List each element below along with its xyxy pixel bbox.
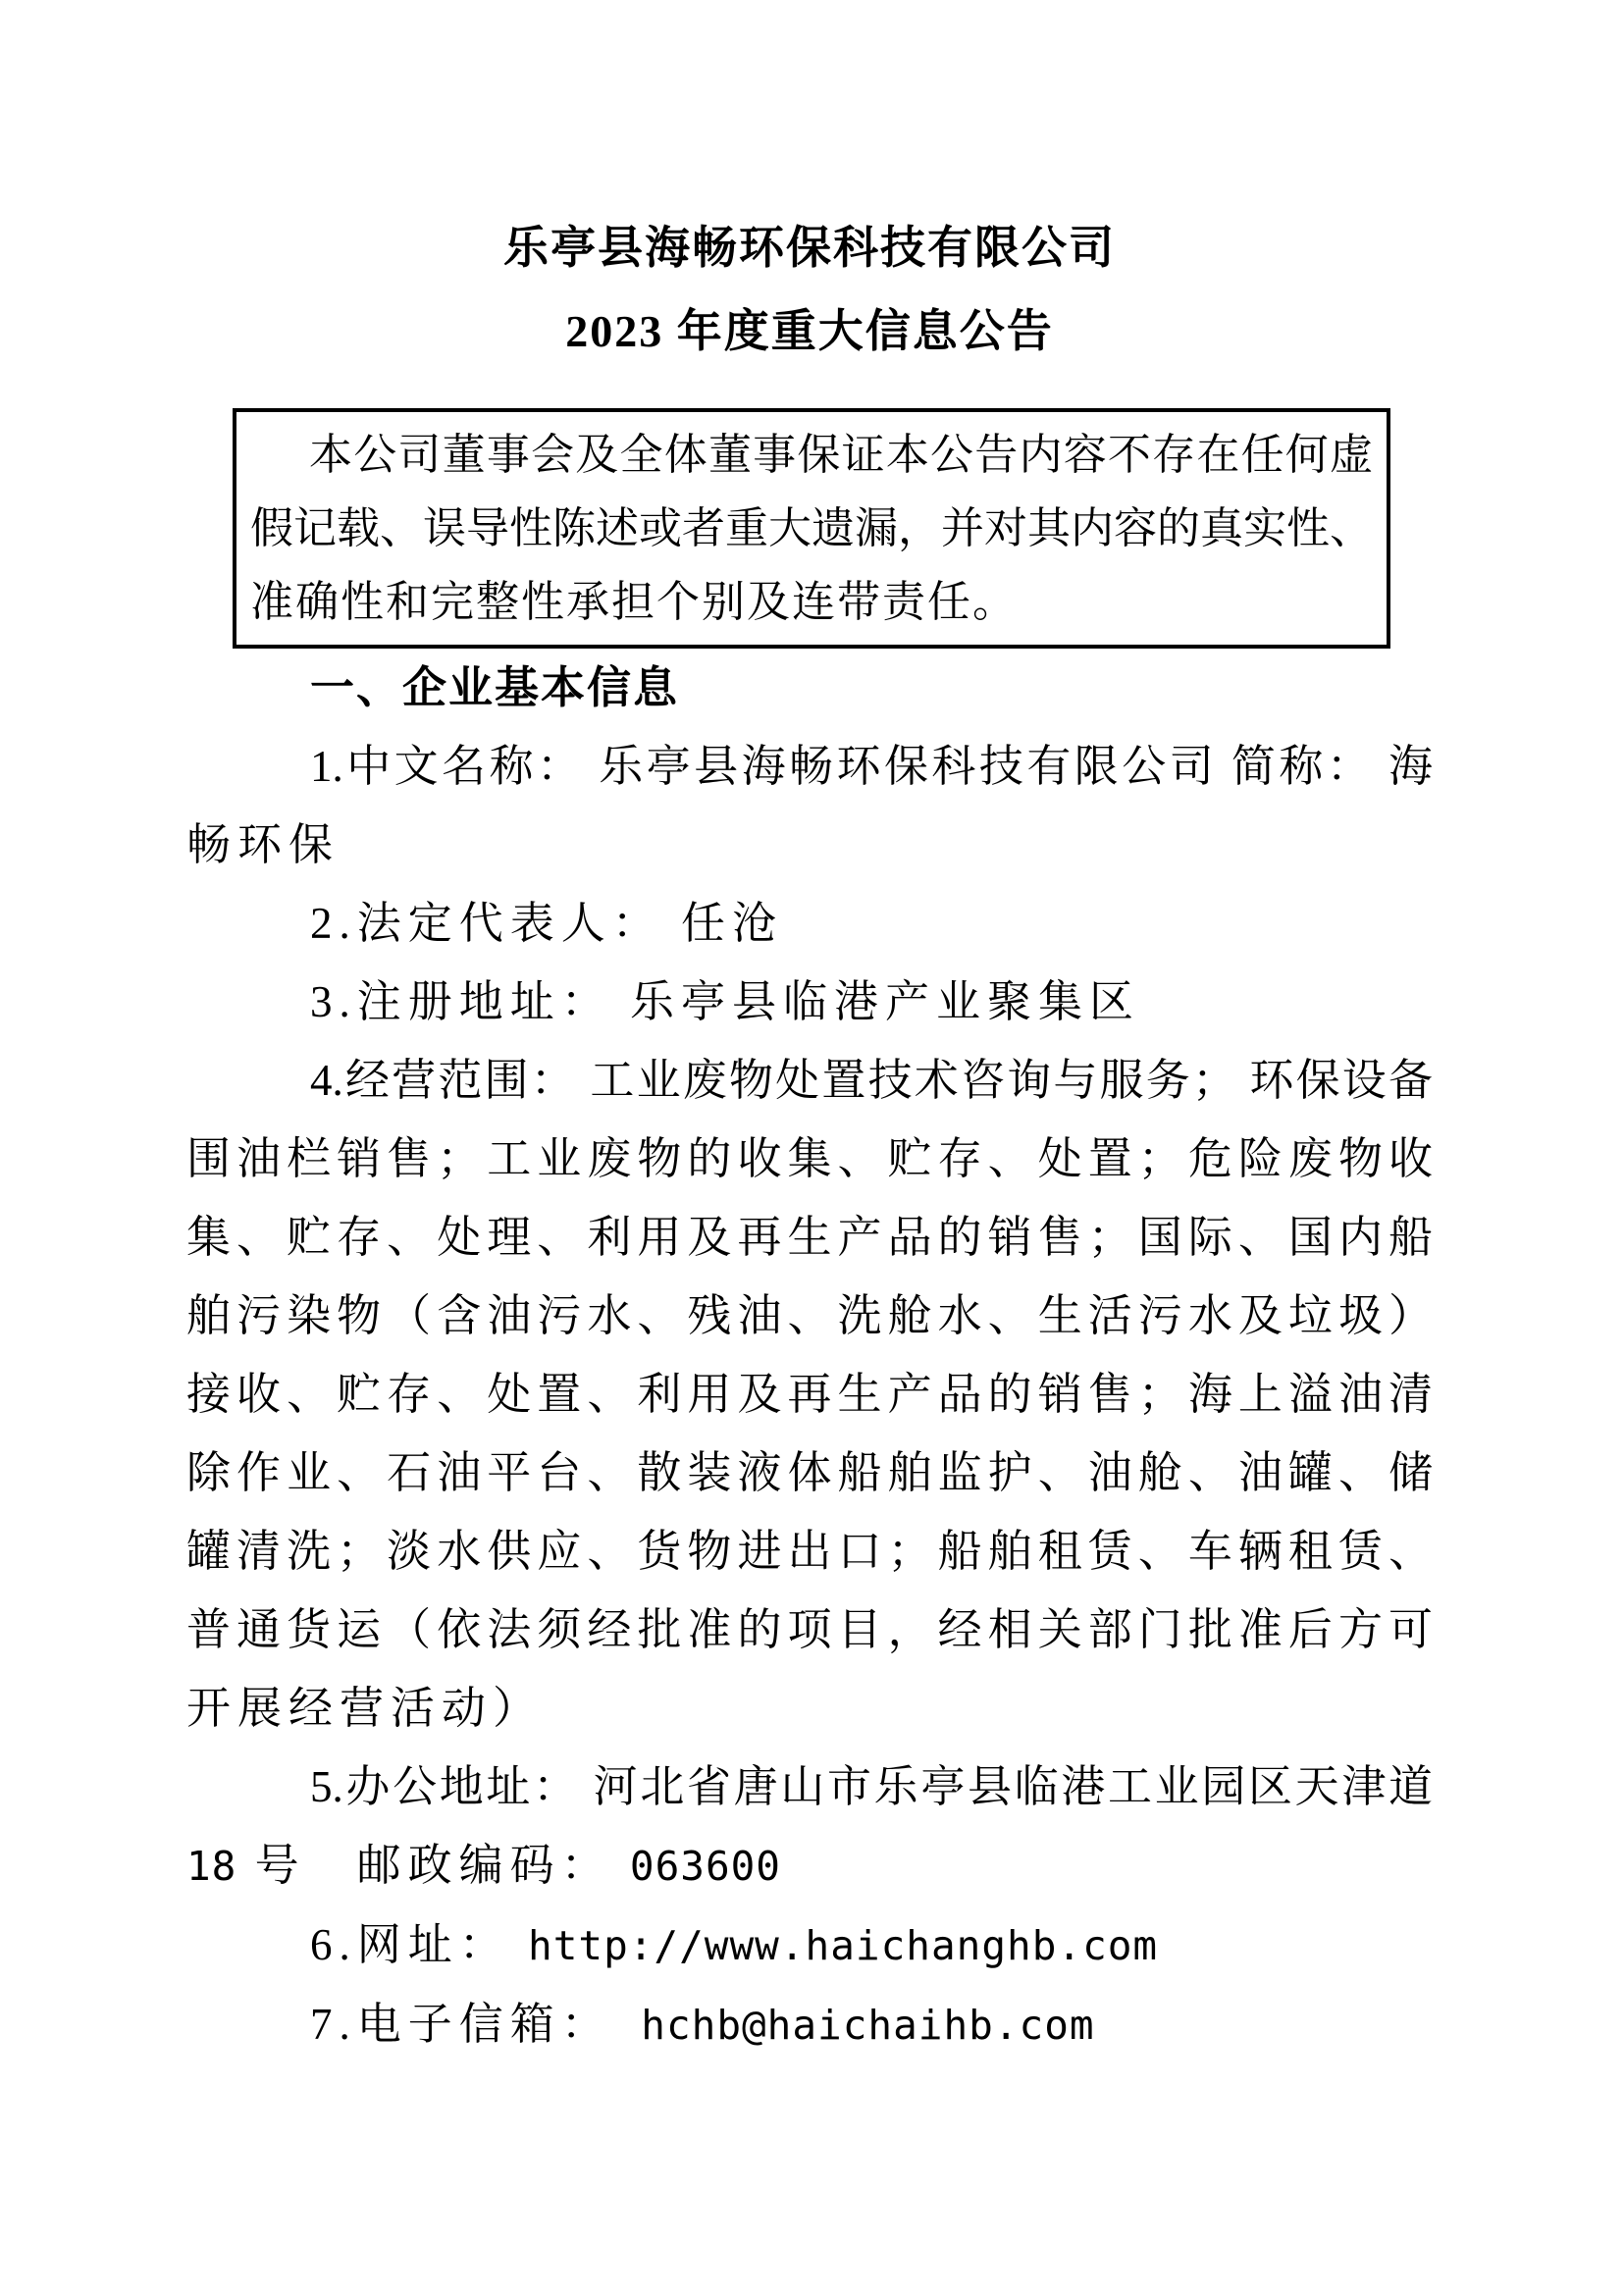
item-4-business-scope-line3: 集、贮存、处理、利用及再生产品的销售；国际、国内船	[186, 1213, 1433, 1262]
page-title-line1: 乐亭县海畅环保科技有限公司	[503, 223, 1116, 273]
item-3-registered-address: 3.注册地址： 乐亭县临港产业聚集区	[310, 977, 1141, 1026]
item-4-business-scope-line6: 除作业、石油平台、散装液体船舶监护、油舱、油罐、储	[186, 1448, 1433, 1497]
item-2-legal-representative: 2.法定代表人： 任沧	[310, 899, 784, 948]
disclaimer-line-2: 假记载、误导性陈述或者重大遗漏，并对其内容的真实性、	[250, 504, 1373, 552]
item-4-business-scope-line1: 4.经营范围： 工业废物处置技术咨询与服务； 环保设备	[310, 1056, 1433, 1105]
item-4-business-scope-line2: 围油栏销售；工业废物的收集、贮存、处置；危险废物收	[186, 1134, 1433, 1183]
section-heading: 一、企业基本信息	[310, 662, 680, 712]
disclaimer-line-1: 本公司董事会及全体董事保证本公告内容不存在任何虚	[309, 431, 1373, 479]
office-street-number: 18	[186, 1843, 237, 1890]
website-label: 6.网址：	[310, 1920, 529, 1969]
item-4-business-scope-line7: 罐清洗；淡水供应、货物进出口；船舶租赁、车辆租赁、	[186, 1527, 1433, 1576]
document-content	[186, 0, 1433, 2064]
disclaimer-line-3: 准确性和完整性承担个别及连带责任。	[250, 578, 1018, 626]
disclaimer-box	[233, 408, 1390, 649]
website-url: http://www.haichanghb.com	[528, 1922, 1159, 1969]
item-7-email-line	[186, 1985, 1433, 2064]
page-title-line2: 2023 年度重大信息公告	[565, 306, 1054, 356]
postal-code-value: 063600	[629, 1843, 781, 1890]
item-5-office-address-line1: 5.办公地址： 河北省唐山市乐亭县临港工业园区天津道	[310, 1762, 1433, 1811]
item-1-chinese-name-line1: 1.中文名称： 乐亭县海畅环保科技有限公司 简称： 海	[310, 742, 1433, 791]
item-4-business-scope-line8: 普通货运（依法须经批准的项目，经相关部门批准后方可	[186, 1605, 1433, 1654]
email-label: 7.电子信箱：	[310, 2000, 642, 2049]
item-6-website-line	[186, 1905, 1433, 1985]
postal-code-label: 号 邮政编码：	[236, 1841, 630, 1890]
item-4-business-scope-line4: 舶污染物（含油污水、残油、洗舱水、生活污水及垃圾）	[186, 1291, 1433, 1340]
item-4-business-scope-line5: 接收、贮存、处置、利用及再生产品的销售；海上溢油清	[186, 1370, 1433, 1419]
item-1-chinese-name-line2: 畅环保	[186, 820, 341, 869]
item-4-business-scope-line9: 开展经营活动）	[186, 1684, 545, 1733]
email-address: hchb@haichaihb.com	[641, 2002, 1095, 2049]
item-5-office-address-line2	[186, 1826, 1433, 1905]
